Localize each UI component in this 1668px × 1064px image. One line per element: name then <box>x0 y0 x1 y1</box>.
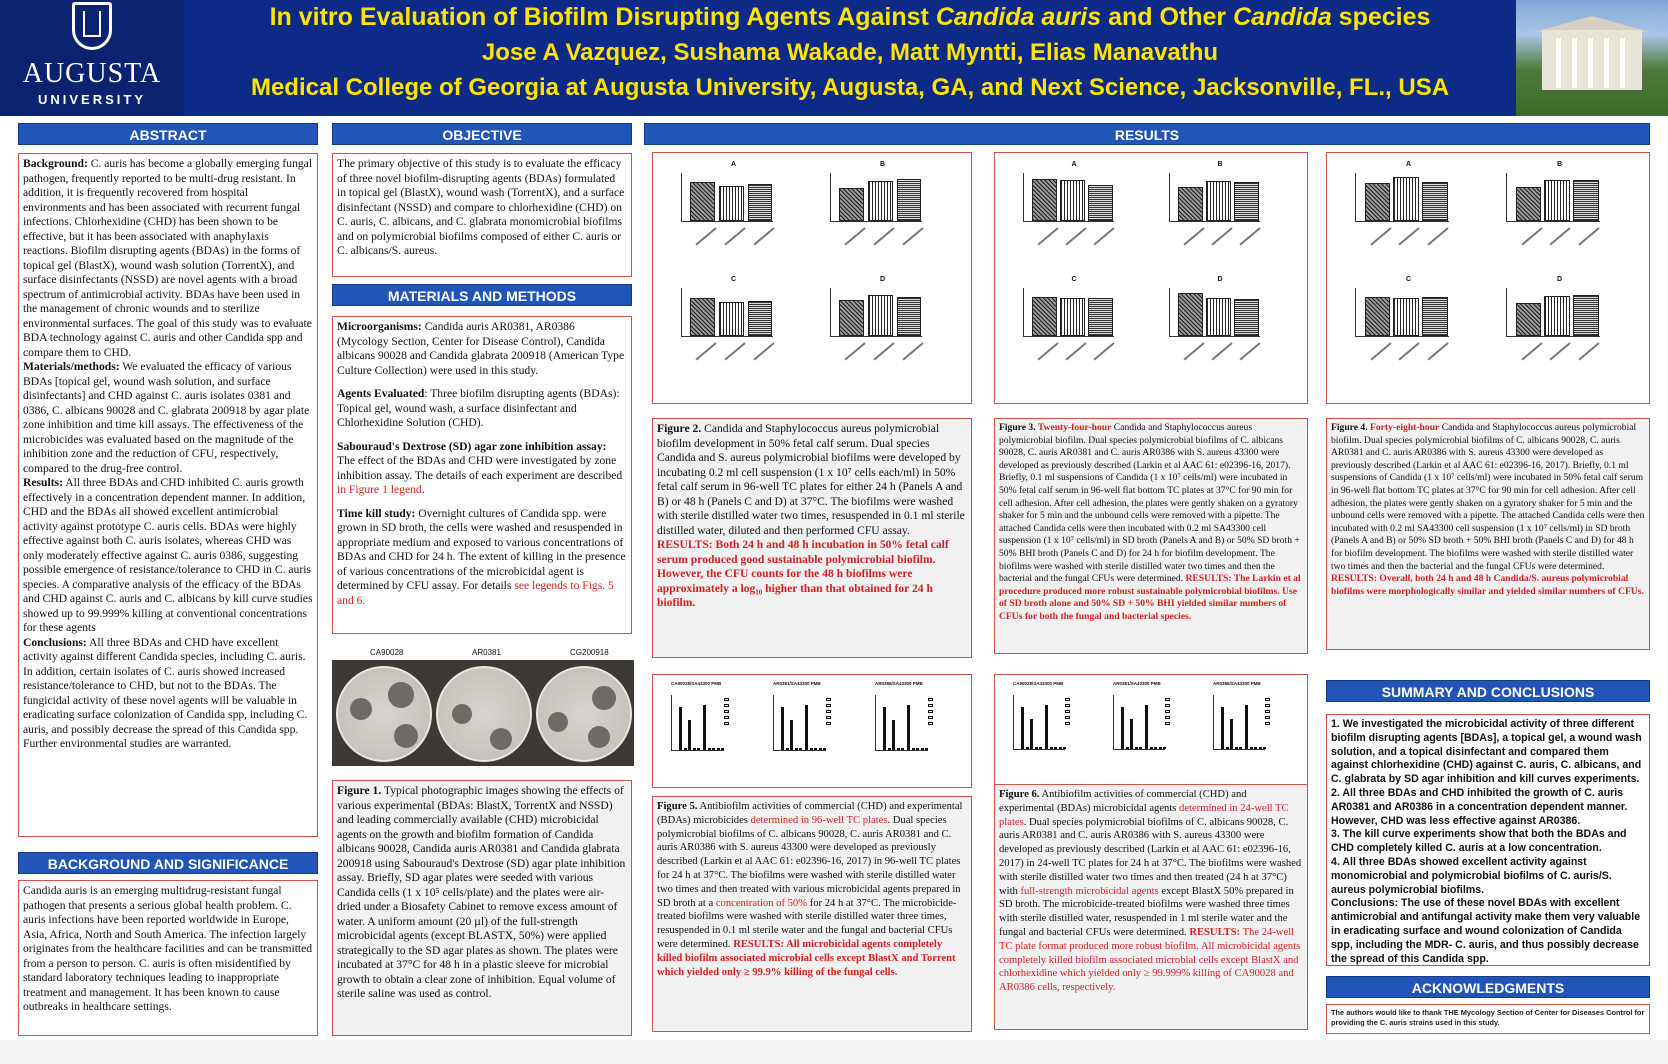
kill-bar <box>1239 747 1242 749</box>
chart-bar <box>1060 298 1084 337</box>
chart-bar <box>1178 293 1202 336</box>
kill-legend <box>1265 697 1272 727</box>
mini-chart <box>1488 161 1631 272</box>
chart-bar <box>1365 183 1390 222</box>
tick-label <box>1370 343 1391 361</box>
figure6-charts <box>994 674 1308 786</box>
kill-chart-title: AR0386/SA43300 PMB <box>875 681 923 686</box>
tick-label <box>1521 343 1542 361</box>
tick-label <box>1399 343 1420 361</box>
kill-bar <box>1235 747 1238 749</box>
tick-label <box>845 343 866 361</box>
kill-bar <box>907 705 910 750</box>
panel-label: A <box>730 161 737 168</box>
panel-label: B <box>1556 161 1563 168</box>
kill-bar <box>1163 747 1166 749</box>
tick-label <box>902 343 923 361</box>
abstract-box: Background: C. auris has become a globally emerging fungal pathogen, frequently reported to be multi-drug resistant. In addition, it is frequently recovered from hospital environments and has been associated with recurrent fungal infections. Chlorhexidine (CHD) has been shown to be effective, but it has been associated with anaphylaxis reactions. Biofilm disrupting agents (BDAs) in the forms of topical gel (BlastX), wound wash solution (TorrentX), and surface disinfectants (NSSD) are novel agents with a broad spectrum of antimicrobial activity. BDAs have been used in the management of chronic wounds and to sterilize environmental surfaces. The goal of this study was to evaluate BDA technology against C. auris and other Candida spp and compare them to CHD. Materials/methods: We evaluated the efficacy of various BDAs [topical gel, wound wash solution, and surface disinfectants] and CHD against C. auris isolates 0381 and 0386, C. albicans 90028 and C. glabrata 200918 by agar plate zone inhibition and time kill assays. The effectiveness of the microbicides was evaluated based on the magnitude of the inhibition zone and the reduction of CFU, respectively, compared to the drug-free control. Results: All three BDAs and CHD inhibited C. auris growth effectively in a concentration dependent manner. In addition, CHD and the BDAs all showed excellent antimicrobial activity against prototype C. auris cells. BDAs were highly effective against both C. auris isolates, whereas CHD was only moderately effective against C. auris 0386, suggesting possible emergence of resistance/tolerance to CHD in C. auris species. A comparative analysis of the efficacy of the BDAs and CHD against C. auris and C. albicans by kill curve studies showed up to 99.999% killing at conventional concentrations for these agents Conclusions: All three BDAs and CHD have excellent activity against different Candida species, including C. auris. In addition, certain isolates of C. auris showed increased resistance/tolerance to CHD, but not to the BDAs. The fungicidal activity of these novel agents will be valuable in eradicating surface colonization of Candida spp, including C. auris, and possibly decrease the spread of this Candida spp. Further environmental studies are warranted. <box>18 153 318 837</box>
chart-bar <box>1422 297 1447 337</box>
kill-legend <box>928 697 935 727</box>
kill-bar <box>1021 707 1024 749</box>
kill-bar <box>1045 705 1048 749</box>
panel-label: C <box>730 276 737 283</box>
tick-label <box>1066 343 1087 361</box>
tick-label <box>1184 228 1205 246</box>
figure4-charts <box>1326 152 1650 404</box>
kill-bar <box>790 720 793 750</box>
kill-bar <box>684 748 687 750</box>
kill-bar <box>1050 747 1053 749</box>
chart-bar <box>1032 297 1056 337</box>
panel-label: D <box>879 276 886 283</box>
kill-bar <box>1139 747 1142 749</box>
kill-bar <box>1263 747 1266 749</box>
chart-bar <box>839 300 864 337</box>
chart-bar <box>1544 296 1569 337</box>
kill-bar <box>708 748 711 750</box>
figure2-caption: Figure 2. Candida and Staphylococcus aureus polymicrobial biofilm development in 50% fetal calf serum. Dual species Candida and S. aureus polymicrobial biofilms were developed by incubating 0.2 ml cell suspension (1 x 10⁷ cells each/ml) in 50% fetal calf serum in 96-well TC plates for either 24 h (Panels A and B) or 48 h (Panels C and D) at 37°C. The biofilms were washed with sterile distilled water two times, resuspended in 0.1 ml sterile distilled water, diluted and then performed CFU assay. RESULTS: Both 24 h and 48 h incubation in 50% fetal calf serum produced good sustainable polymicrobial biofilm. However, the CFU counts for the 48 h biofilms were approximately a log₁₀ higher than that obtained for 24 h biofilm. <box>652 418 972 658</box>
panel-label: D <box>1556 276 1563 283</box>
panel-label: B <box>879 161 886 168</box>
summary-header: SUMMARY AND CONCLUSIONS <box>1326 680 1650 702</box>
kill-bar <box>1145 705 1148 749</box>
chart-bar <box>1206 181 1230 222</box>
kill-bar <box>1039 747 1042 749</box>
kill-bar <box>799 748 802 750</box>
tick-label <box>902 228 923 246</box>
authors: Jose A Vazquez, Sushama Wakade, Matt Myntti, Elias Manavathu <box>481 39 1219 66</box>
figure3-charts <box>994 152 1308 404</box>
plate-label-ca90028: CA90028 <box>370 648 404 657</box>
chart-bar <box>1422 182 1447 222</box>
augusta-logo <box>0 0 184 116</box>
logo-name: AUGUSTA <box>22 58 162 89</box>
agar-plate <box>536 666 632 762</box>
methods-box: Microorganisms: Candida auris AR0381, AR0386 (Mycology Section, Center for Disease Control), Candida albicans 90028 and Candida glabrata 200918 (American Type Culture Collection) were used in this study. Agents Evaluated: Three biofilm disrupting agents (BDAs): Topical gel, wound wash, a surface disinfectant and Chlorhexidine Solution (CHD). Sabouraud's Dextrose (SD) agar zone inhibition assay: The effect of the BDAs and CHD were investigated by zone inhibition assay. The details of each experiment are described in Figure 1 legend. Time kill study: Overnight cultures of Candida spp. were grown in SD broth, the cells were washed and resuspended in appropriate medium and exposed to various concentrations of BDAs and CHD for 24 h. The extent of killing in the presence of various concentrations of the microbicidal agent is determined by CFU assay. For details see legends to Figs. 5 and 6. <box>332 316 632 634</box>
mini-chart <box>663 276 804 387</box>
tick-label <box>1212 228 1233 246</box>
abstract-header: ABSTRACT <box>18 123 318 145</box>
objective-box: The primary objective of this study is to evaluate the efficacy of three novel biofilm-disrupting agents (BDAs) formulated in topical gel (BlastX), wound wash (TorrentX), and a surface disinfectant (NSSD) and compare to chlorhexidine (CHD) on C. auris, C. albicans, and C. glabrata monomicrobial biofilms and on polymicrobial biofilms composed of either C. auris or C. albicans/S. aureus. <box>332 153 632 277</box>
kill-bar <box>721 748 724 750</box>
kill-chart-title: CA90028/SA43300 PMB <box>671 681 722 686</box>
chart-bar <box>1032 179 1056 222</box>
kill-legend <box>724 697 731 727</box>
chart-bar <box>897 179 922 222</box>
campus-building-photo <box>1516 0 1668 116</box>
tick-label <box>1550 228 1571 246</box>
tick-label <box>1370 228 1391 246</box>
figure5-caption: Figure 5. Antibiofilm activities of commercial (CHD) and experimental (BDAs) microbicides determined in 96-well TC plates. Dual species polymicrobial biofilms of C. albicans 90028, C. auris AR0381 and C. auris AR0386 with S. aureus 43300 were developed as previously described (Larkin et al AAC 61: e02396-16, 2017) in 96-well TC plates for 24 h at 37°C. The biofilms were washed with sterile distilled water two times and then treated with various microbicidal agents prepared in SD broth at a concentration of 50% for 24 h at 37°C. The microbicide-treated biofilms were washed with sterile distilled water three times, resuspended in 0.1 ml sterile water and the fungal and bacterial CFUs were determined. RESULTS: All microbicidal agents completely killed biofilm associated microbial cells except BlastX and Torrent which yielded only ≥ 99.9% killing of the fungal cells. <box>652 796 972 1032</box>
kill-bar <box>697 748 700 750</box>
chart-bar <box>690 298 715 337</box>
mini-chart <box>663 161 804 272</box>
kill-chart-title: AR0381/SA43300 PMB <box>773 681 821 686</box>
kill-bar <box>703 705 706 750</box>
kill-bar <box>1063 747 1066 749</box>
kill-bar <box>786 748 789 750</box>
chart-bar <box>1088 185 1112 222</box>
footer-bar <box>0 1040 1668 1064</box>
agar-plate <box>436 666 532 762</box>
figure6-caption: Figure 6. Antibiofilm activities of commercial (CHD) and experimental (BDAs) microbicidal agents determined in 24-well TC plates. Dual species polymicrobial biofilms of C. albicans 90028, C. auris AR0381 and C. auris AR0386 with S. aureus 43300 were developed as previously described (Larkin et al AAC 61: e02396-16, 2017) in 24-well TC plates for 24 h at 37°C. The biofilms were washed with sterile distilled water two times and then treated (24 h at 37°C) with full-strength microbicidal agents except BlastX 50% prepared in SD broth. The microbicide-treated biofilms were washed three times with sterile distilled water, resuspended in 1 ml sterile water and the fungal and bacterial CFUs were determined. RESULTS: The 24-well TC plate format produced more robust biofilm. All microbicidal agents completely killed biofilm associated microbial cells except BlastX and chlorhexidine which yielded only ≥ 99.999% killing of CA90028 and AR0386 cells, respectively. <box>994 784 1308 1030</box>
kill-bar <box>717 748 720 750</box>
chart-bar <box>1516 303 1541 337</box>
tick-label <box>1184 343 1205 361</box>
chart-bar <box>748 184 773 222</box>
summary-point: 1. We investigated the microbicidal activity of three different biofilm disrupting agents [BDAs], a topical gel, a wound wash solution, and a topical disinfectant and compared them against chlorhexidine (CHD) against C. auris, C. albicans, and C. glabrata by SD agar inhibition and kill curves experiments. <box>1331 718 1642 786</box>
chart-bar <box>1516 187 1541 222</box>
chart-bar <box>1234 182 1258 222</box>
mini-chart <box>812 276 953 387</box>
kill-bar <box>1030 719 1033 749</box>
tick-label <box>1399 228 1420 246</box>
chart-bar <box>748 301 773 337</box>
kill-legend <box>1165 697 1172 727</box>
kill-chart <box>761 681 859 781</box>
panel-label: D <box>1217 276 1223 283</box>
ack-header: ACKNOWLEDGMENTS <box>1326 976 1650 998</box>
chart-bar <box>719 302 744 337</box>
plate-label-cg200918: CG200918 <box>570 648 609 657</box>
chart-bar <box>1544 180 1569 222</box>
tick-label <box>1521 228 1542 246</box>
methods-header: MATERIALS AND METHODS <box>332 284 632 306</box>
kill-bar <box>1054 747 1057 749</box>
logo-sub: UNIVERSITY <box>37 92 146 107</box>
kill-bar <box>1150 747 1153 749</box>
kill-bar <box>781 707 784 750</box>
summary-conclusion: Conclusions: The use of these novel BDAs with excellent antimicrobial and antifungal activity make them very valuable in eradicating surface and wound colonization of Candida spp, including the MDR- C. auris, and thus possibly decrease the spread of this Candida spp. <box>1331 897 1641 965</box>
tick-label <box>1550 343 1571 361</box>
kill-bar <box>810 748 813 750</box>
kill-chart <box>1201 681 1297 779</box>
affiliation: Medical College of Georgia at Augusta University, Augusta, GA, and Next Science, Jacksonville, FL., USA <box>250 74 1450 101</box>
tick-label <box>1094 228 1115 246</box>
panel-label: C <box>1405 276 1412 283</box>
chart-bar <box>719 186 744 222</box>
chart-bar <box>690 182 715 222</box>
kill-bar <box>1154 747 1157 749</box>
panel-label: B <box>1217 161 1223 168</box>
tick-label <box>1240 228 1261 246</box>
tick-label <box>845 228 866 246</box>
kill-bar <box>888 748 891 750</box>
chart-bar <box>1573 295 1598 337</box>
tick-label <box>724 228 745 246</box>
tick-label <box>1579 228 1600 246</box>
kill-bar <box>916 748 919 750</box>
tick-label <box>1066 228 1087 246</box>
tick-label <box>1038 228 1059 246</box>
tick-label <box>1428 228 1449 246</box>
mini-chart <box>1337 161 1480 272</box>
kill-chart <box>1101 681 1197 779</box>
kill-bar <box>679 707 682 750</box>
figure4-caption: Figure 4. Forty-eight-hour Candida and Staphylococcus aureus polymicrobial biofilm. Dual species polymicrobial biofilms of C. albicans 90028, C. auris AR0381 and C. auris AR0386 with S. aureus 43300 were developed as previously described (Larkin et al AAC 61: e02396-16, 2017). Briefly, 0.1 ml suspensions of Candida (1 x 10⁷ cells/ml) were incubated in 50% fetal calf serum in 96-well flat bottom TC plates at 37°C for 90 min for cell adhesion. After cell adhesion, the plates were gently shaken on a gyratory shaker for 5 min and the unbound cells were removed with a pipette. The attached Candida cells were then incubated with 0.2 ml SA43300 cell suspension (1 x 10⁷ cells/ml) in SD broth (Panels A and B) or 50% SD broth + 50% BHI broth (Panels C and D) for 48 h for biofilm development. The biofilms were washed with sterile distilled water two times and then the bacterial and the fungal CFUs were determined. RESULTS: Overall, both 24 h and 48 h Candida/S. aureus polymicrobial biofilms were morphologically similar and yielded similar numbers of CFUs. <box>1326 418 1650 650</box>
objective-header: OBJECTIVE <box>332 123 632 145</box>
kill-bar <box>897 748 900 750</box>
kill-bar <box>921 748 924 750</box>
kill-bar <box>1059 747 1062 749</box>
figure3-caption: Figure 3. Twenty-four-hour Candida and Staphylococcus aureus polymicrobial biofilm. Dual species polymicrobial biofilms of C. albicans 90028, C. auris AR0381 and C. auris AR0386 with S. aureus 43300 were developed as previously described (Larkin et al AAC 61: e02396-16, 2017). Briefly, 0.1 ml suspensions of Candida (1 x 10⁷ cells/ml) were incubated in 50% fetal calf serum in 96-well flat bottom TC plates at 37°C for 90 min for cell adhesion. After cell adhesion, the plates were gently shaken on a gyratory shaker for 5 min and the unbound cells were removed with a pipette. The attached Candida cells were then incubated with 0.2 ml SA43300 cell suspension (1 x 10⁷ cells/ml) in SD broth (Panels A and B) or 50% SD broth + 50% BHI broth (Panels C and D) for 24 h for biofilm development. The biofilms were washed with sterile distilled water two times and then the bacterial and the fungal CFUs were determined. RESULTS: The Larkin et al procedure produced more robust sustainable polymicrobial biofilms. Use of SD broth alone and 50% SD + 50% BHI yielded similar numbers of CFUs for both the fungal and bacterial species. <box>994 418 1308 654</box>
kill-bar <box>823 748 826 750</box>
tick-label <box>1428 343 1449 361</box>
chart-bar <box>1393 177 1418 221</box>
figure2-charts <box>652 152 972 404</box>
kill-chart-title: CA90028/SA43300 PMB <box>1013 681 1064 686</box>
tick-label <box>696 343 717 361</box>
mini-chart <box>1005 161 1143 272</box>
tick-label <box>1579 343 1600 361</box>
panel-label: A <box>1071 161 1077 168</box>
panel-label: A <box>1405 161 1412 168</box>
tick-label <box>873 343 894 361</box>
chart-bar <box>1365 297 1390 337</box>
kill-chart-title: AR0381/SA43300 PMB <box>1113 681 1161 686</box>
kill-bar <box>814 748 817 750</box>
chart-bar <box>1088 298 1112 337</box>
kill-bar <box>819 748 822 750</box>
kill-bar <box>1035 747 1038 749</box>
chart-bar <box>868 181 893 222</box>
background-box: Candida auris is an emerging multidrug-resistant fungal pathogen that presents a serious global health problem. C. auris infections have been reported worldwide in Europe, Asia, Africa, North and South America. The infection largely originates from the healthcare facilities and can be transmitted from a person to person. C. auris is often misidentified by standard laboratory techniques leading to inappropriate treatment and management. It has been known to cause outbreaks in healthcare settings. <box>18 880 318 1036</box>
kill-bar <box>901 748 904 750</box>
chart-bar <box>1573 180 1598 222</box>
kill-bar <box>1159 747 1162 749</box>
kill-bar <box>883 707 886 750</box>
chart-bar <box>839 188 864 222</box>
tick-label <box>696 228 717 246</box>
title-block <box>190 0 1510 105</box>
kill-bar <box>1226 747 1229 749</box>
kill-bar <box>712 748 715 750</box>
figure5-charts <box>652 674 972 788</box>
kill-legend <box>1065 697 1072 727</box>
chart-bar <box>868 295 893 337</box>
mini-chart <box>1488 276 1631 387</box>
kill-chart <box>659 681 757 781</box>
kill-bar <box>925 748 928 750</box>
kill-bar <box>1259 747 1262 749</box>
tick-label <box>1212 343 1233 361</box>
summary-box <box>1326 714 1650 966</box>
tick-label <box>1240 343 1261 361</box>
tick-label <box>753 228 774 246</box>
chart-bar <box>1393 298 1418 337</box>
kill-bar <box>1135 747 1138 749</box>
kill-chart <box>863 681 961 781</box>
kill-bar <box>805 705 808 750</box>
kill-bar <box>1121 707 1124 749</box>
poster-title: In vitro Evaluation of Biofilm Disrupting Agents Against Candida auris and Other Candida species <box>269 3 1431 31</box>
kill-bar <box>1254 747 1257 749</box>
agar-plate <box>336 666 432 762</box>
tick-label <box>753 343 774 361</box>
results-header: RESULTS <box>644 123 1650 145</box>
chart-bar <box>1178 187 1202 222</box>
shield-icon <box>72 2 112 50</box>
mini-chart <box>1337 276 1480 387</box>
kill-bar <box>693 748 696 750</box>
background-header: BACKGROUND AND SIGNIFICANCE <box>18 852 318 874</box>
tick-label <box>724 343 745 361</box>
chart-bar <box>897 297 922 337</box>
chart-bar <box>1060 180 1084 222</box>
tick-label <box>1038 343 1059 361</box>
kill-bar <box>1130 719 1133 749</box>
kill-legend <box>826 697 833 727</box>
mini-chart <box>1005 276 1143 387</box>
kill-bar <box>688 720 691 750</box>
mini-chart <box>1151 276 1289 387</box>
agar-plates-photo <box>332 660 634 766</box>
summary-point: 3. The kill curve experiments show that both the BDAs and CHD completely killed C. auris at a low concentration. <box>1331 828 1627 855</box>
kill-chart <box>1001 681 1097 779</box>
summary-point: 4. All three BDAs showed excellent activity against monomicrobial and polymicrobial biofilms of C. auris/S. aureus polymicrobial biofilms. <box>1331 855 1612 896</box>
figure1-caption: Figure 1. Typical photographic images showing the effects of various experimental (BDAs: BlastX, TorrentX and NSSD) and leading commercially available (CHD) microbicidal agents on the growth and biofilm formation of Candida albicans 90028, Candida auris AR0381 and Candida glabrata 200918 using Sabouraud's Dextrose (SD) agar plate inhibition assay. Briefly, SD agar plates were seeded with various Candida cells (1 x 10⁵ cells/plate) and the plates were air-dried under a Biosafety Cabinet to remove excess amount of water. A uniform amount (20 µl) of the full-strength microbicidal agents (except BLASTX, 50%) were applied strategically to the SD agar plates as shown. The plates were incubated at 37°C for 48 h in a plastic sleeve for microbial growth to obtain a clear zone of inhibition. Equal volume of sterile saline was used as control. <box>332 780 632 1036</box>
tick-label <box>873 228 894 246</box>
plate-label-ar0381: AR0381 <box>472 648 501 657</box>
kill-bar <box>1245 705 1248 749</box>
kill-bar <box>795 748 798 750</box>
mini-chart <box>812 161 953 272</box>
summary-point: 2. All three BDAs and CHD inhibited the growth of C. auris AR0381 and AR0386 in a concentration dependent manner. However, CHD was less effective against AR0386. <box>1331 786 1628 827</box>
chart-bar <box>1234 299 1258 337</box>
kill-bar <box>1250 747 1253 749</box>
kill-bar <box>912 748 915 750</box>
ack-box: The authors would like to thank THE Mycology Section of Center for Diseases Control for providing the C. auris strains used in this study. <box>1326 1004 1650 1034</box>
mini-chart <box>1151 161 1289 272</box>
kill-bar <box>1126 747 1129 749</box>
kill-chart-title: AR0386/SA43300 PMB <box>1213 681 1261 686</box>
kill-bar <box>892 720 895 750</box>
chart-bar <box>1206 298 1230 337</box>
kill-bar <box>1221 707 1224 749</box>
kill-bar <box>1230 719 1233 749</box>
poster-header <box>0 0 1668 116</box>
kill-bar <box>1026 747 1029 749</box>
tick-label <box>1094 343 1115 361</box>
panel-label: C <box>1071 276 1077 283</box>
